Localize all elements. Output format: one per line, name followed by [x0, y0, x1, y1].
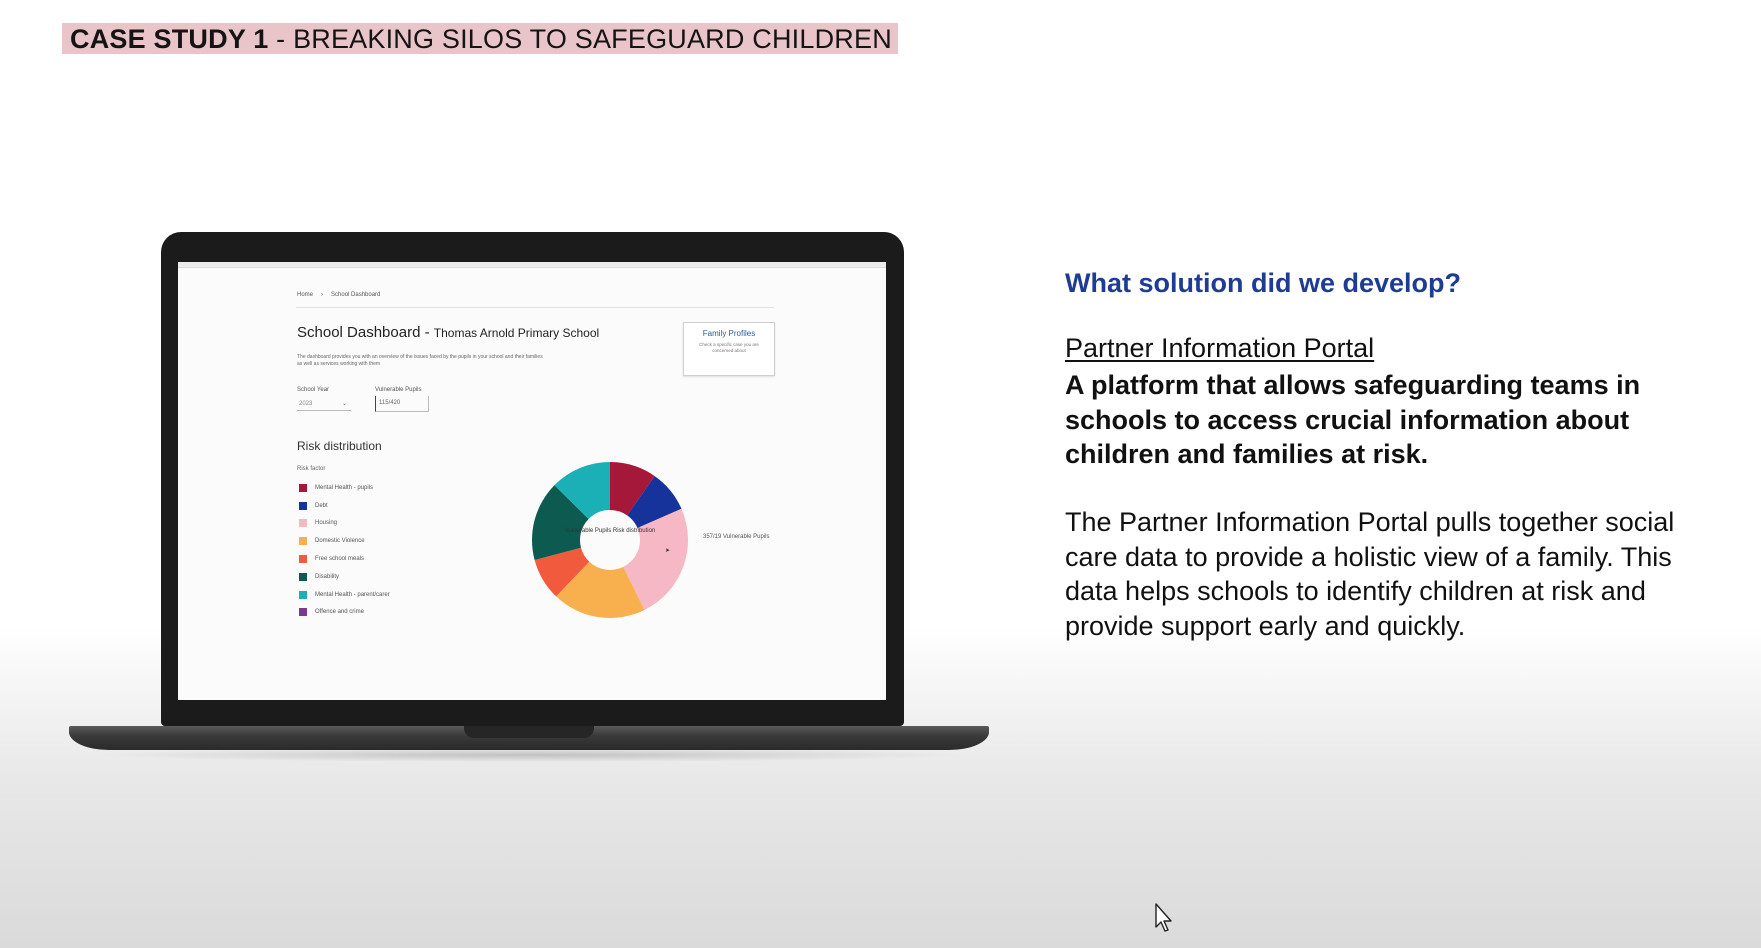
- mouse-cursor-icon: [1154, 903, 1176, 933]
- page-title-sep: -: [420, 324, 434, 341]
- slide-title-rest: - BREAKING SILOS TO SAFEGUARD CHILDREN: [268, 24, 892, 54]
- family-profiles-card[interactable]: [683, 322, 775, 376]
- school-name: Thomas Arnold Primary School: [433, 326, 600, 340]
- donut-count-label: 357/19 Vulnerable Pupils: [703, 534, 770, 540]
- legend-item: [299, 586, 390, 604]
- page-title-main: School Dashboard: [297, 324, 421, 341]
- laptop-screen: [178, 262, 886, 700]
- risk-distribution-heading: Risk distribution: [297, 439, 382, 453]
- school-year-select[interactable]: [297, 398, 351, 411]
- legend-label: Disability: [315, 573, 340, 580]
- legend-item: [299, 604, 390, 622]
- laptop-shadow: [90, 748, 970, 762]
- divider: [296, 307, 774, 308]
- school-year-value: 2023: [299, 401, 313, 407]
- risk-donut-chart: [528, 458, 692, 622]
- portal-name: Partner Information Portal: [1065, 333, 1375, 363]
- legend-swatch: [299, 591, 307, 599]
- legend-label: Free school meals: [315, 556, 365, 563]
- legend-item: [299, 515, 390, 533]
- family-profiles-desc: Check a specific case you are concerned about: [699, 342, 759, 353]
- legend-swatch: [299, 573, 307, 581]
- legend-item: [299, 532, 390, 550]
- school-year-label: School Year: [297, 387, 330, 393]
- screen-cursor-icon: ➤: [665, 548, 671, 554]
- chart-legend: [299, 479, 390, 621]
- donut-center-label: Vulnerable Pupils Risk distribution: [564, 528, 656, 534]
- breadcrumb-home[interactable]: Home: [297, 292, 314, 298]
- breadcrumb: [297, 292, 388, 298]
- legend-item: [299, 479, 390, 497]
- legend-label: Domestic Violence: [315, 538, 365, 545]
- breadcrumb-current: School Dashboard: [331, 292, 381, 298]
- legend-item: [299, 568, 390, 586]
- legend-label: Mental Health - pupils: [315, 484, 374, 491]
- legend-swatch: [299, 555, 307, 563]
- risk-factor-label: Risk factor: [297, 466, 326, 472]
- family-profiles-title: Family Profiles: [702, 329, 756, 338]
- legend-swatch: [299, 519, 307, 527]
- legend-swatch: [299, 502, 307, 510]
- chevron-down-icon: ⌄: [341, 401, 347, 407]
- page-title: [297, 324, 599, 342]
- slide-title-bold: CASE STUDY 1: [70, 24, 269, 54]
- legend-label: Mental Health - parent/carer: [315, 591, 390, 598]
- legend-item: [299, 497, 390, 515]
- legend-swatch: [299, 484, 307, 492]
- portal-body: The Partner Information Portal pulls together social care data to provide a holistic view of a family. This data helps schools to identify children at risk and provide support early and quickly.: [1065, 507, 1675, 641]
- vulnerable-pupils-label: Vulnerable Pupils: [375, 387, 422, 393]
- slide-title: [62, 23, 898, 54]
- laptop-notch: [464, 726, 594, 738]
- legend-label: Offence and crime: [315, 609, 364, 616]
- solution-question: What solution did we develop?: [1065, 268, 1461, 298]
- legend-swatch: [299, 537, 307, 545]
- vulnerable-pupils-value: 115/420: [379, 400, 401, 406]
- screen-topbar: [178, 262, 886, 268]
- portal-lead: A platform that allows safeguarding teams in schools to access crucial information about children and families at risk.: [1065, 370, 1641, 469]
- vulnerable-pupils-field[interactable]: [375, 396, 429, 412]
- legend-label: Debt: [315, 502, 328, 509]
- page-description: The dashboard provides you with an overview of the issues faced by the pupils in your school and their families as well as services working with them: [297, 354, 543, 367]
- legend-swatch: [299, 608, 307, 616]
- legend-item: [299, 550, 390, 568]
- breadcrumb-sep: ›: [321, 292, 324, 298]
- legend-label: Housing: [315, 520, 338, 527]
